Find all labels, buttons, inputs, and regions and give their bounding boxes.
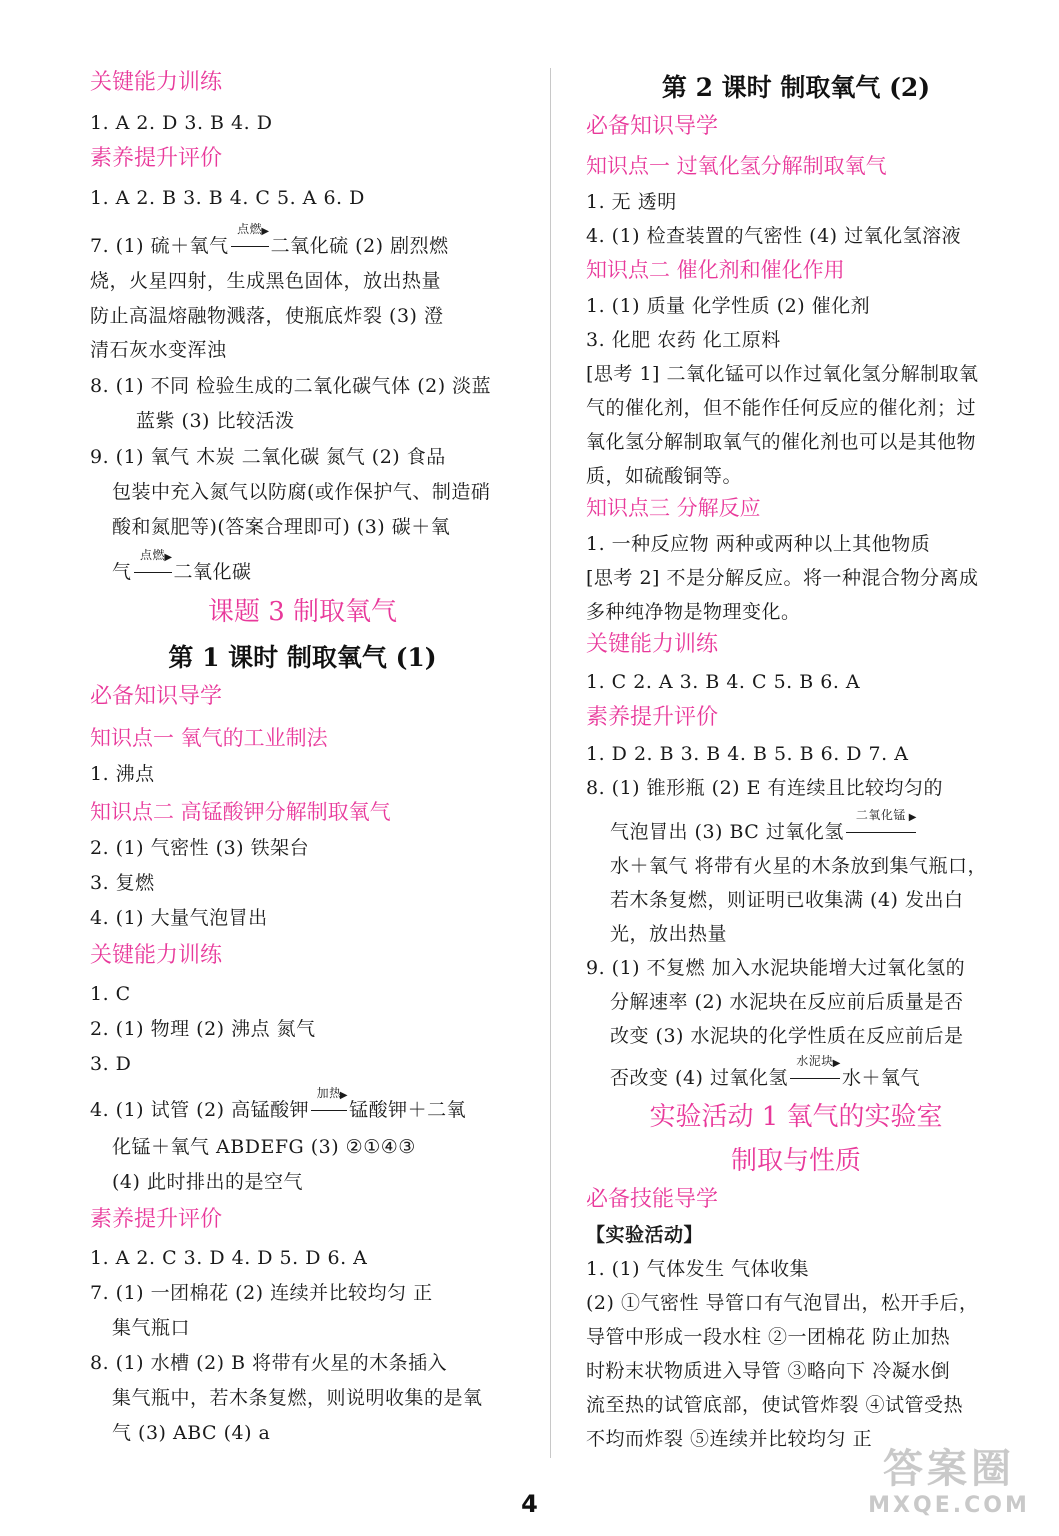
- arrow-head-icon: ▶: [339, 1090, 349, 1101]
- arrow-head-icon: ▶: [261, 226, 270, 237]
- arrow-condition: 水泥块: [796, 1054, 834, 1068]
- heading-literacy-1: 素养提升评价: [90, 146, 223, 171]
- experiment-activity-tag: 【实验活动】: [586, 1224, 704, 1246]
- reaction-arrow: [134, 548, 173, 582]
- knowledge-point-2: 知识点二 催化剂和催化作用: [586, 258, 845, 282]
- heading-key-ability-2: 关键能力训练: [90, 943, 223, 968]
- answer-line: 8. (1) 锥形瓶 (2) E 有连续且比较均匀的: [586, 777, 944, 799]
- answer-line: 1. (1) 质量 化学性质 (2) 催化剂: [586, 295, 871, 317]
- answer-line: 1. C: [90, 983, 131, 1005]
- arrow-head-icon: ▶: [164, 552, 173, 563]
- arrow-condition: 点燃: [237, 222, 263, 236]
- heading-literacy-2: 素养提升评价: [90, 1207, 223, 1232]
- answer-line: 包装中充入氮气以防腐(或作保护气、制造硝: [112, 481, 491, 503]
- answer-q8-line2: [610, 808, 918, 843]
- answer-line: 蓝紫 (3) 比较活泼: [136, 410, 295, 432]
- experiment-title-line2: 制取与性质: [730, 1146, 861, 1176]
- thinking-2-line: 多种纯净物是物理变化。: [586, 601, 801, 623]
- reaction-arrow: [311, 1086, 349, 1120]
- thinking-1-line: 氧化氢分解制取氧气的催化剂也可以是其他物: [586, 431, 977, 453]
- answer-text: 气: [112, 561, 132, 583]
- thinking-1-line: 气的催化剂，但不能作任何反应的催化剂；过: [586, 397, 977, 419]
- answer-line: 8. (1) 水槽 (2) B 将带有火星的木条插入: [90, 1352, 448, 1374]
- answer-line: 1. 一种反应物 两种或两种以上其他物质: [586, 533, 931, 555]
- answer-q9-line4: [610, 1054, 921, 1089]
- answer-line: 酸和氮肥等)(答案合理即可) (3) 碳＋氧: [112, 516, 451, 538]
- answer-line: 1. (1) 气体发生 气体收集: [586, 1258, 810, 1280]
- answer-line: 烧，火星四射，生成黑色固体，放出热量: [90, 270, 442, 292]
- heading-essential-knowledge: 必备知识导学: [90, 684, 223, 709]
- answer-line: 4. (1) 检查装置的气密性 (4) 过氧化氢溶液: [586, 225, 962, 247]
- answer-line: 水＋氧气 将带有火星的木条放到集气瓶口，: [610, 855, 988, 877]
- heading-literacy: 素养提升评价: [586, 705, 719, 730]
- answer-line: 1. A 2. C 3. D 4. D 5. D 6. A: [90, 1247, 368, 1269]
- section-title: 课题 3 制取氧气: [207, 597, 398, 627]
- arrow-condition: 加热: [316, 1086, 342, 1100]
- reaction-arrow: [790, 1054, 841, 1088]
- answer-q7-line1: [90, 222, 449, 257]
- answer-line: 化锰＋氧气 ABDEFG (3) ②①④③: [112, 1136, 416, 1158]
- answer-line: 9. (1) 氧气 木炭 二氧化碳 氮气 (2) 食品: [90, 446, 446, 468]
- watermark-logo-text: 答案圈: [883, 1446, 1015, 1492]
- answer-line: 3. 化肥 农药 化工原料: [586, 329, 781, 351]
- answer-line: (4) 此时排出的是空气: [112, 1171, 303, 1193]
- answer-line: (2) ①气密性 导管口有气泡冒出，松开手后，: [586, 1292, 979, 1314]
- answer-line: 清石灰水变浑浊: [90, 339, 227, 361]
- reaction-arrow: [846, 808, 917, 842]
- answer-line: 时粉末状物质进入导管 ③略向下 冷凝水倒: [586, 1360, 951, 1382]
- reaction-arrow: [231, 222, 270, 256]
- page-number: 4: [521, 1490, 538, 1518]
- answer-line: 8. (1) 不同 检验生成的二氧化碳气体 (2) 淡蓝: [90, 375, 492, 397]
- answer-text: 气泡冒出 (3) BC 过氧化氢: [610, 821, 844, 843]
- arrow-head-icon: ▶: [908, 812, 917, 823]
- heading-essential-skills: 必备技能导学: [586, 1187, 719, 1212]
- experiment-title-line1: 实验活动 1 氧气的实验室: [649, 1102, 943, 1132]
- answer-line: 改变 (3) 水泥块的化学性质在反应前后是: [610, 1025, 964, 1047]
- heading-key-ability-1: 关键能力训练: [90, 70, 223, 95]
- answer-line: 1. C 2. A 3. B 4. C 5. B 6. A: [586, 671, 861, 693]
- watermark-url: MXQE.COM: [868, 1493, 1030, 1518]
- arrow-condition: 点燃: [140, 548, 166, 562]
- answer-line: 导管中形成一段水柱 ②一团棉花 防止加热: [586, 1326, 951, 1348]
- answer-line: 1. 沸点: [90, 763, 155, 785]
- lesson-title: 第 1 课时 制取氧气 (1): [168, 643, 437, 672]
- answer-text: 7. (1) 硫＋氧气: [90, 235, 229, 257]
- answer-line: 气 (3) ABC (4) a: [112, 1422, 271, 1444]
- heading-key-ability: 关键能力训练: [586, 632, 719, 657]
- answer-line: 分解速率 (2) 水泥块在反应前后质量是否: [610, 991, 964, 1013]
- thinking-1-line: 质，如硫酸铜等。: [586, 465, 743, 487]
- knowledge-point-1: 知识点一 氧气的工业制法: [90, 726, 328, 750]
- answer-line: 防止高温熔融物溅落，使瓶底炸裂 (3) 澄: [90, 305, 444, 327]
- answer-line: 1. D 2. B 3. B 4. B 5. B 6. D 7. A: [586, 743, 909, 765]
- answer-text: 水＋氧气: [842, 1067, 921, 1089]
- arrow-condition: 二氧化锰: [855, 808, 906, 822]
- answer-line: 2. (1) 气密性 (3) 铁架台: [90, 837, 310, 859]
- lesson-title: 第 2 课时 制取氧气 (2): [661, 73, 931, 102]
- answer-line: 3. 复燃: [90, 872, 155, 894]
- heading-essential-knowledge: 必备知识导学: [586, 114, 719, 139]
- answer-line: 9. (1) 不复燃 加入水泥块能增大过氧化氢的: [586, 957, 966, 979]
- answer-line: 1. A 2. D 3. B 4. D: [90, 112, 273, 134]
- answer-line: 1. A 2. B 3. B 4. C 5. A 6. D: [90, 187, 365, 209]
- arrow-head-icon: ▶: [832, 1058, 841, 1069]
- knowledge-point-1: 知识点一 过氧化氢分解制取氧气: [586, 154, 887, 178]
- answer-q4-line1: [90, 1086, 467, 1121]
- answer-line: 流至热的试管底部，使试管炸裂 ④试管受热: [586, 1394, 964, 1416]
- thinking-2-line: [思考 2] 不是分解反应。将一种混合物分离成: [586, 567, 979, 589]
- answer-line: 光，放出热量: [610, 923, 728, 945]
- answer-line: 1. 无 透明: [586, 191, 677, 213]
- answer-line: 集气瓶口: [112, 1317, 191, 1339]
- answer-text: 锰酸钾＋二氧: [349, 1099, 467, 1121]
- answer-line: 2. (1) 物理 (2) 沸点 氮气: [90, 1018, 316, 1040]
- knowledge-point-2: 知识点二 高锰酸钾分解制取氧气: [90, 800, 391, 824]
- answer-text: 二氧化碳: [173, 561, 252, 583]
- answer-line: 3. D: [90, 1053, 132, 1075]
- answer-line: 若木条复燃，则证明已收集满 (4) 发出白: [610, 889, 964, 911]
- answer-line: 4. (1) 大量气泡冒出: [90, 907, 268, 929]
- answer-line: 不均而炸裂 ⑤连续并比较均匀 正: [586, 1428, 873, 1450]
- answer-line: 集气瓶中，若木条复燃，则说明收集的是氧: [112, 1387, 483, 1409]
- watermark: [859, 1446, 1039, 1528]
- answer-line: 7. (1) 一团棉花 (2) 连续并比较均匀 正: [90, 1282, 433, 1304]
- thinking-1-line: [思考 1] 二氧化锰可以作过氧化氢分解制取氧: [586, 363, 979, 385]
- answer-text: 否改变 (4) 过氧化氢: [610, 1067, 788, 1089]
- answer-text: 4. (1) 试管 (2) 高锰酸钾: [90, 1099, 310, 1121]
- knowledge-point-3: 知识点三 分解反应: [586, 496, 761, 520]
- answer-q9-line4: [112, 548, 252, 583]
- answer-text: 二氧化硫 (2) 剧烈燃: [270, 235, 449, 257]
- column-divider: [550, 68, 551, 1458]
